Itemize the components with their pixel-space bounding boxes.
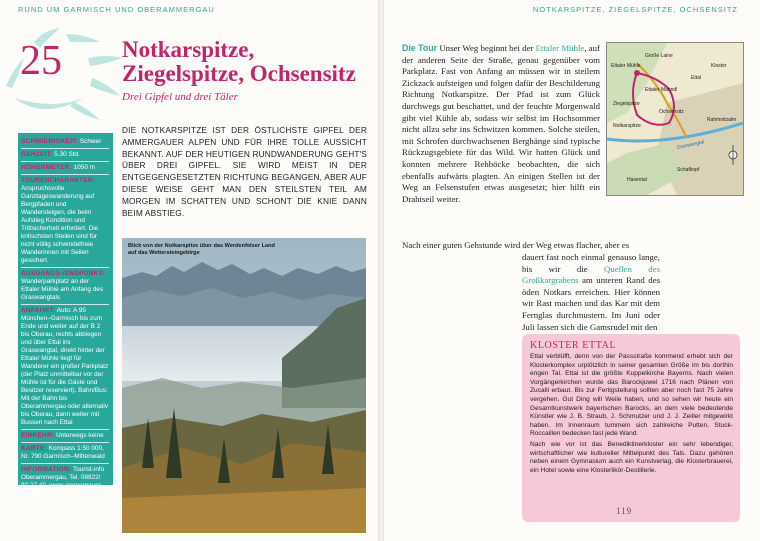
info-refreshment [21,430,109,443]
tour-text-part: dauert fast noch einmal genauso lange, bis wir die [522,252,660,274]
running-header-left: RUND UM GARMISCH UND OBERAMMERGAU [18,5,215,14]
tour-text-part: Unser Weg beginnt bei der [437,43,536,53]
map-label: Ziegelspitze [613,101,640,107]
info-box-paragraph-1: Ettal verblüfft, denn von der Passstraße kommend erhebt sich der Klosterkomplex urplötzlich in seiner gesamten Größe im bis dorthin engen Tal. Ettal ist die größte Kuppelkirche Bayerns. Nach vielen Vorgängerkirchen wurde das Barockjuwel 1716 nach Plänen von Zucalli erbaut. Bis zur Fertigstellung sollten aber noch fast 75 Jahre vergehen. Gut Ding will Weile haben, und so sehen wir heute ein Gesamtkunstwerk bayerischen Barocks, an dem viele bedeutende Künstler wie J. B. Straub, J. Schmutzer und J. J. Zeiller mitgewirkt haben. Im Innenraum tummeln sich zahlreiche Putten, Stuck-Roccaillen bedecken fast jede Wand. [530,353,733,438]
info-box-paragraph-2: Nach wie vor ist das Benediktinerkloster ein sehr lebendiger, wirtschaftlicher wie kultureller Mittelpunkt des Tals. Dazu gehören neben einem Gymnasium auch ein Kunstverlag, die Klosterbrauerei, ein Hotel sowie eine Klosterlikör-Destillerie. [530,440,733,474]
place-highlight: Ettaler Mühle [535,43,585,53]
chapter-number: 25 [20,38,62,84]
tour-text-part: am unteren Rand des öden Notkars erreichen. Hier können wir Rast machen und das Kar mit dem Fernglas durchmustern. Im Juni oder Juli lassen sich die Gamsrudel mit den [522,275,660,332]
map-label: Graswangtal [676,139,705,151]
book-gutter [378,0,384,541]
info-label: TOURENCHARAKTER: [21,177,96,184]
route-map [606,42,744,196]
info-value: Anspruchsvolle Ganztageswanderung auf Bergpfaden und Wandersteigen, die beim Aufstieg Kondition und Trittsicherheit erfordert. Die kritischsten Steilen sind für nicht völlig schwindelfreie Wanderinnen mit Seilen gesichert. [21,185,99,264]
map-label: Notkarspitze [613,123,641,129]
info-value: Wanderparkplatz an der Ettaler Mühle am Anfang des Graswangtals [21,278,104,301]
info-value: Schwer [78,138,102,145]
mountain-landscape-image [122,238,366,533]
map-label: Rahmnitzalm [707,117,737,123]
info-box-kloster-ettal [522,334,740,522]
map-label: Hasental [627,177,647,183]
tour-description [402,43,600,205]
info-value: Tourist-info Oberammergau, Tel. 08822/ 92 27 40, www.ammergauer-alpen.de [21,466,105,497]
info-box-title: KLOSTER ETTAL [530,340,617,351]
chapter-title-line-1: Notkarspitze, [122,37,255,62]
chapter-title-line-2: Ziegelspitze, Ochsensitz [122,61,356,86]
info-value: Auto: A 95 München–Garmisch bis zum Ende und weiter auf der B 2 bis Oberau, rechts abbiegen und über Ettal ins Graswangtal, direkt hinter der Ettaler Mühle liegt für Wanderer ein großer Parkplatz (der Platz unmittelbar vor der Mühle ist für die Gäste und Besitzer reserviert). Bahn/Bus: Mit der Bahn bis Oberammergau oder alternativ bis Oberau, dann weiter mit Bussen nach Ettal [21,307,109,426]
chapter-subtitle: Drei Gipfel und drei Täler [122,91,238,103]
tour-label: Die Tour [402,43,438,53]
info-difficulty [21,136,109,149]
map-label: Kloster [711,63,727,69]
info-character [21,175,109,268]
info-label: ANFAHRT: [21,307,56,314]
photo-caption: Blick von der Notkarspitze über das Werdenfelser Land auf das Wettersteingebirge [128,243,275,256]
running-header-right: NOTKARSPITZE, ZIEGELSPITZE, OCHSENSITZ [532,5,738,14]
map-label: Ettaler Mühle [611,63,641,69]
info-label: GEHZEIT: [21,151,53,158]
info-label: INFORMATION: [21,466,72,473]
info-arrival [21,305,109,430]
map-label: Große Laine [645,53,673,59]
info-value: Kompass 1:50 000, Nr. 790 Garmisch–Mittenwald [21,445,105,460]
tour-text-part: , auf der anderen Seite der Straße, genau gegenüber vom Parkplatz. Fast von Anfang an müssen wir in steilem Zickzack aufsteigen und folgen dafür der Beschilderung Richtung Notkarspitze. Der Pfad ist zum Glück durchwegs gut beschattet, und der feuchte Morgenwald gibt viel Kühle ab, sodass wir selbst im Hochsommer nicht allzu sehr ins Schwitzen kommen. Solche steilen, mit Schrofen durchwachsenen Berghänge sind typische Rückzugsgebiete für das Wild. Wir hatten Glück und konnten mehrere Rehböcke beobachten, die sich ebenfalls aufwärts plagten. An einigen Stellen ist der Weg an Felsenstufen etwas ausgesetzt; hier hilft ein Drahtseil weiter. [402,43,600,204]
map-label: Ettaler Manndl [645,87,678,93]
landscape-photo [122,238,366,533]
place-highlight: Quellen des Großkargrabens [522,263,660,286]
info-label: HÖHENMETER: [21,164,72,171]
info-label: EINKEHR: [21,432,55,439]
info-start-end [21,268,109,305]
info-label: SCHWIERIGKEIT: [21,138,79,145]
info-information [21,464,109,500]
tour-info-sidebar [18,133,113,497]
info-value: 1050 m [71,164,95,171]
map-label: Ochsensitz [659,109,684,115]
chapter-title [122,38,356,86]
route-map-graphic [607,43,743,195]
info-elevation [21,162,109,175]
tour-paragraph-2: Nach einer guten Gehstunde wird der Weg etwas flacher, aber es [402,240,630,250]
tour-paragraph-3 [522,252,660,333]
map-label: Ettal [691,75,702,81]
info-duration [21,149,109,162]
page-number: 119 [616,506,633,516]
intro-paragraph: DIE NOTKARSPITZE IST DER ÖSTLICHSTE GIPFEL DER AMMERGAUER ALPEN UND FÜR IHRE TOLLE AUSSICHT BEKANNT. AUF DER HEUTIGEN RUNDWANDERUNG GEHT'S ÜBER DREI GIPFEL. SIE WIRD MEIST IN DER ENTGEGENGESETZTEN RICHTUNG BEGANGEN, ABER AUF DIESE WEISE GEHT MAN DEN STEILSTEN TEIL AM MORGEN IM SCHATTEN UND SCHONT DIE KNIE DANN BEIM ABSTIEG. [122,125,367,218]
info-value: Unterwegs keine [54,432,104,439]
map-label: Schafkopf [677,167,700,173]
info-label: AUSGANGS-/ENDPUNKT: [21,270,105,277]
info-label: KARTE: [21,445,47,452]
info-value: 5.30 Std. [52,151,80,158]
info-map [21,443,109,464]
info-box-body [530,353,733,475]
